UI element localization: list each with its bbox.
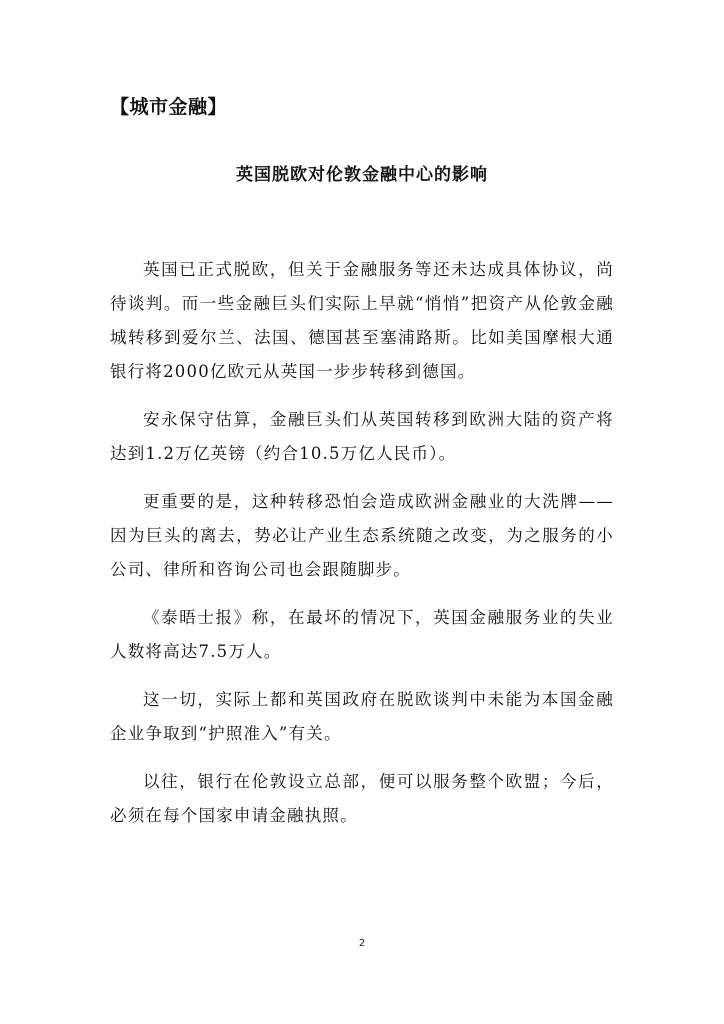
paragraph: 这一切，实际上都和英国政府在脱欧谈判中未能为本国金融企业争取到“护照准入”有关。 — [110, 690, 614, 743]
paragraph: 安永保守估算，金融巨头们从英国转移到欧洲大陆的资产将达到1.2万亿英镑（约合10.5万亿人民币）。 — [110, 410, 614, 463]
page-number: 2 — [358, 938, 366, 949]
document-title: 英国脱欧对伦敦金融中心的影响 — [236, 165, 488, 185]
paragraph: 更重要的是，这种转移恐怕会造成欧洲金融业的大洗牌——因为巨头的离去，势必让产业生态系统随之改变，为之服务的小公司、律所和咨询公司也会跟随脚步。 — [110, 492, 614, 579]
section-tag: 【城市金融】 — [110, 96, 228, 118]
body-text — [110, 253, 614, 847]
paragraph: 英国已正式脱欧，但关于金融服务等还未达成具体协议，尚待谈判。而一些金融巨头们实际上早就“悄悄”把资产从伦敦金融城转移到爱尔兰、法国、德国甚至塞浦路斯。比如美国摩根大通银行将2000亿欧元从英国一步步转移到德国。 — [110, 260, 614, 381]
paragraph: 以往，银行在伦敦设立总部，便可以服务整个欧盟；今后，必须在每个国家申请金融执照。 — [110, 772, 614, 825]
paragraph: 《泰晤士报》称，在最坏的情况下，英国金融服务业的失业人数将高达7.5万人。 — [110, 608, 614, 661]
